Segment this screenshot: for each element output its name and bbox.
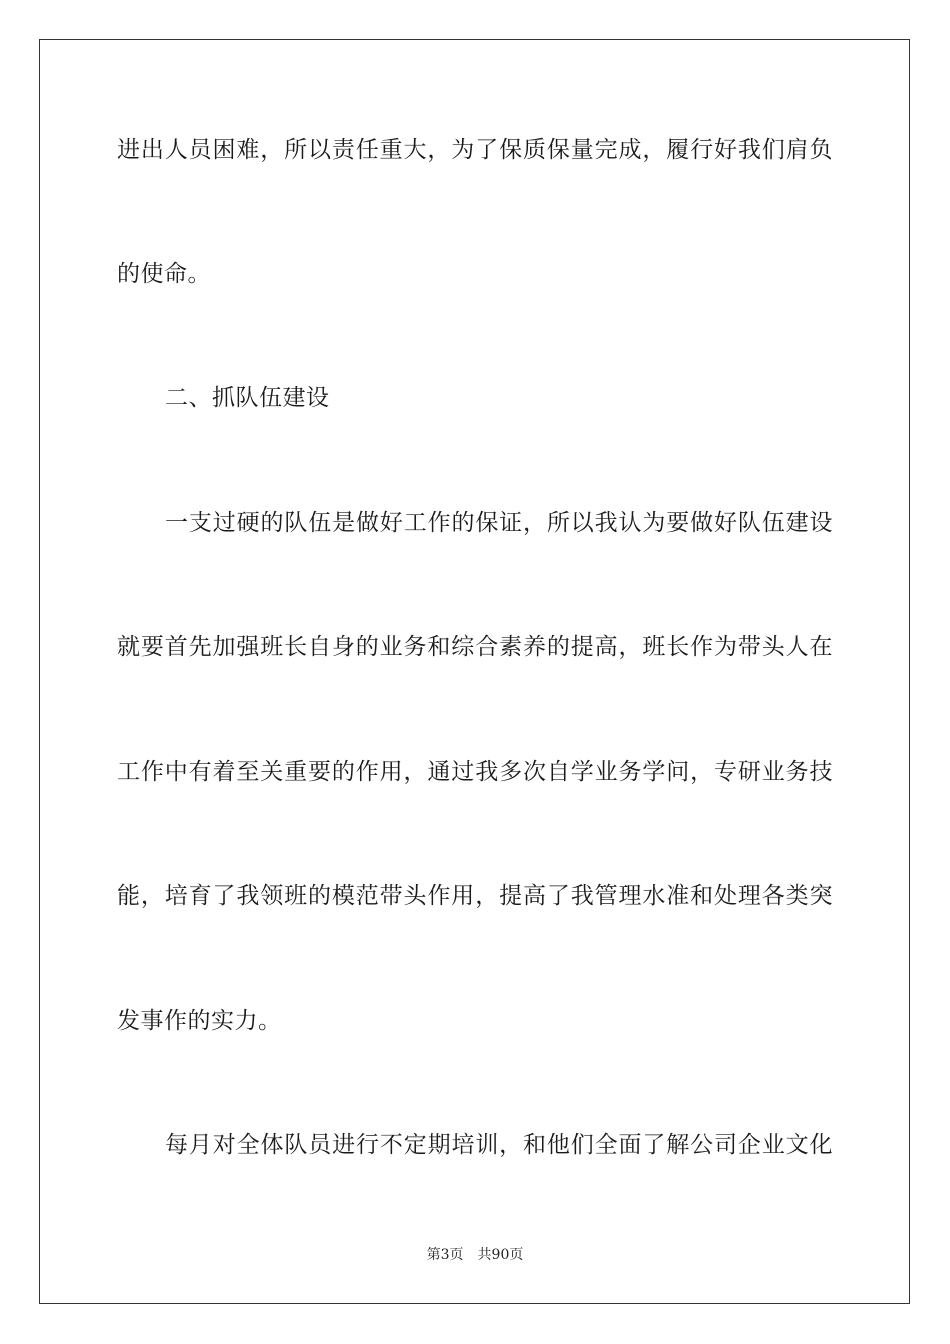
section-heading: 二、抓队伍建设	[165, 385, 330, 411]
body-text-line: 工作中有着至关重要的作用，通过我多次自学业务学问，专研业务技	[117, 759, 833, 785]
body-text-line: 进出人员困难，所以责任重大，为了保质保量完成，履行好我们肩负	[117, 137, 833, 163]
body-text-line: 每月对全体队员进行不定期培训，和他们全面了解公司企业文化	[165, 1132, 833, 1158]
page-number: 第3页	[426, 1247, 464, 1263]
body-text-line: 就要首先加强班长自身的业务和综合素养的提高，班长作为带头人在	[117, 634, 833, 660]
body-text-line: 能，培育了我领班的模范带头作用，提高了我管理水准和处理各类突	[117, 883, 833, 909]
body-text-line: 的使命。	[117, 261, 211, 287]
page-border	[39, 39, 910, 1304]
page-total: 共90页	[477, 1247, 524, 1263]
body-text-line: 发事作的实力。	[117, 1008, 282, 1034]
body-text-line: 一支过硬的队伍是做好工作的保证，所以我认为要做好队伍建设	[165, 510, 833, 536]
page-footer	[0, 1246, 950, 1264]
